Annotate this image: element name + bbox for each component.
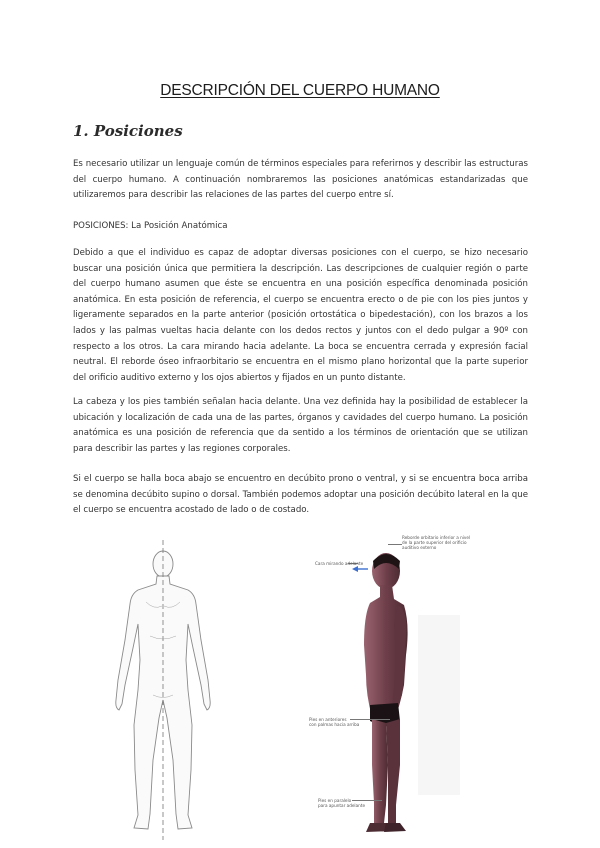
annotation-palms: Pies en anteriores con palmas hacia arriba xyxy=(309,717,360,727)
anatomical-position-paragraph: Debido a que el individuo es capaz de adoptar diversas posiciones con el cuerpo, se hizo necesario buscar una posición única que permitiera la descripción. Las descripciones de cualquier región o parte del cuerpo humano asumen que éste se encuentra en una posición específica denominada posición anatómica. En esta posición de referencia, el cuerpo se encuentra erecto o de pie con los pies juntos y ligeramente separados en la parte anterior (posición ortostática o bipedestación), con los brazos a los lados y las palmas vueltas hacia delante con los dedos rectos y juntos con el dedo pulgar a 90º con respecto a los otros. La cara mirando hacia adelante. La boca se encuentra cerrada y expresión facial neutral. El reborde óseo infraorbitario se encuentra en el mismo plano horizontal que la parte superior del orificio auditivo externo y los ojos abiertos y fijados en un punto distante. xyxy=(73,248,528,383)
annotation-face-forward: Cara mirando adelante xyxy=(315,561,364,566)
anatomical-position-figure xyxy=(300,535,500,840)
body-outline-illustration xyxy=(98,540,228,840)
annotation-orbital-line: Reborde orbitario inferior a nivel de la parte superior del orificio auditivo externo xyxy=(402,535,471,550)
document-title: DESCRIPCIÓN DEL CUERPO HUMANO xyxy=(160,82,440,99)
annotation-feet: Pies en paralelo para apuntar adelante xyxy=(318,798,366,808)
decubitus-paragraph: Si el cuerpo se halla boca abajo se encuentro en decúbito prono o ventral, y si se encuentra boca arriba se denomina decúbito supino o dorsal. También podemos adoptar una posición decúbito lateral en la que el cuerpo se encuentra acostado de lado o de costado. xyxy=(73,474,528,516)
subsection-label: POSICIONES: La Posición Anatómica xyxy=(73,221,228,231)
annotation-leader-top xyxy=(388,544,402,545)
section-heading: 1. Posiciones xyxy=(73,122,183,140)
reference-paragraph: La cabeza y los pies también señalan hacia delante. Una vez definida hay la posibilidad de establecer la ubicación y localización de cada una de las partes, órganos y cavidades del cuerpo humano. La posición anatómica es una posición de referencia que da sentido a los términos de orientación que se utilizan para describir las partes y las regiones corporales. xyxy=(73,397,528,454)
intro-paragraph: Es necesario utilizar un lenguaje común de términos especiales para referirnos y describir las estructuras del cuerpo humano. A continuación nombraremos las posiciones anatómicas estandarizadas que utilizaremos para describir las relaciones de las partes del cuerpo entre sí. xyxy=(73,159,528,201)
